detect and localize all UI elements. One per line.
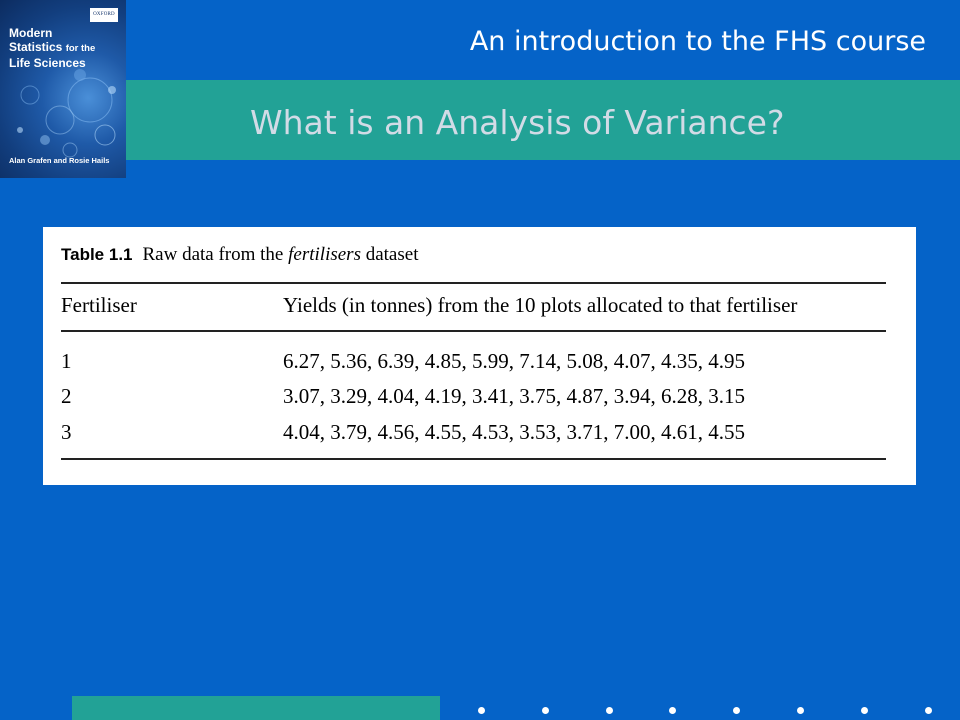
yields-cell: 4.04, 3.79, 4.56, 4.55, 4.53, 3.53, 3.71, 7.00, 4.61, 4.55	[283, 420, 745, 444]
slide-title: What is an Analysis of Variance?	[250, 103, 785, 142]
column-header-yields: Yields (in tonnes) from the 10 plots allocated to that fertiliser	[283, 293, 798, 317]
column-header-fertiliser: Fertiliser	[61, 293, 137, 317]
decorative-dot	[797, 707, 804, 714]
decorative-dot	[925, 707, 932, 714]
cover-publisher-label: OXFORD	[90, 8, 118, 22]
data-table-image	[43, 227, 916, 485]
decorative-dot	[478, 707, 485, 714]
table-row	[61, 349, 886, 379]
course-title: An introduction to the FHS course	[469, 26, 926, 57]
decorative-dot	[733, 707, 740, 714]
decorative-dot	[669, 707, 676, 714]
cover-title	[9, 26, 121, 70]
caption-suffix: dataset	[360, 244, 419, 265]
caption-prefix: Raw data from the	[142, 244, 289, 265]
cover-title-line-1: Modern	[9, 26, 53, 40]
table-row	[61, 384, 886, 414]
decorative-dot	[606, 707, 613, 714]
yields-cell: 6.27, 5.36, 6.39, 4.85, 5.99, 7.14, 5.08, 4.07, 4.35, 4.95	[283, 349, 745, 373]
fertiliser-cell: 2	[61, 384, 72, 408]
decorative-dot	[861, 707, 868, 714]
table-number: Table 1.1	[61, 245, 133, 264]
footer-bar	[72, 696, 440, 720]
table-rule-top	[61, 282, 886, 284]
cover-authors: Alan Grafen and Rosie Hails	[9, 156, 110, 165]
table-rule-bottom	[61, 458, 886, 460]
table-rule-header	[61, 330, 886, 332]
decorative-dot	[542, 707, 549, 714]
cover-title-word: for the	[65, 43, 96, 54]
fertiliser-cell: 1	[61, 349, 72, 373]
table-row	[61, 420, 886, 450]
book-cover-image	[0, 0, 126, 178]
cover-title-line-2	[9, 40, 121, 56]
fertiliser-cell: 3	[61, 420, 72, 444]
cover-title-line-3: Life Sciences	[9, 56, 86, 70]
caption-dataset-name: fertilisers	[288, 244, 361, 265]
cover-title-word: Statistics	[9, 40, 63, 54]
table-caption	[61, 244, 418, 266]
yields-cell: 3.07, 3.29, 4.04, 4.19, 3.41, 3.75, 4.87, 3.94, 6.28, 3.15	[283, 384, 745, 408]
